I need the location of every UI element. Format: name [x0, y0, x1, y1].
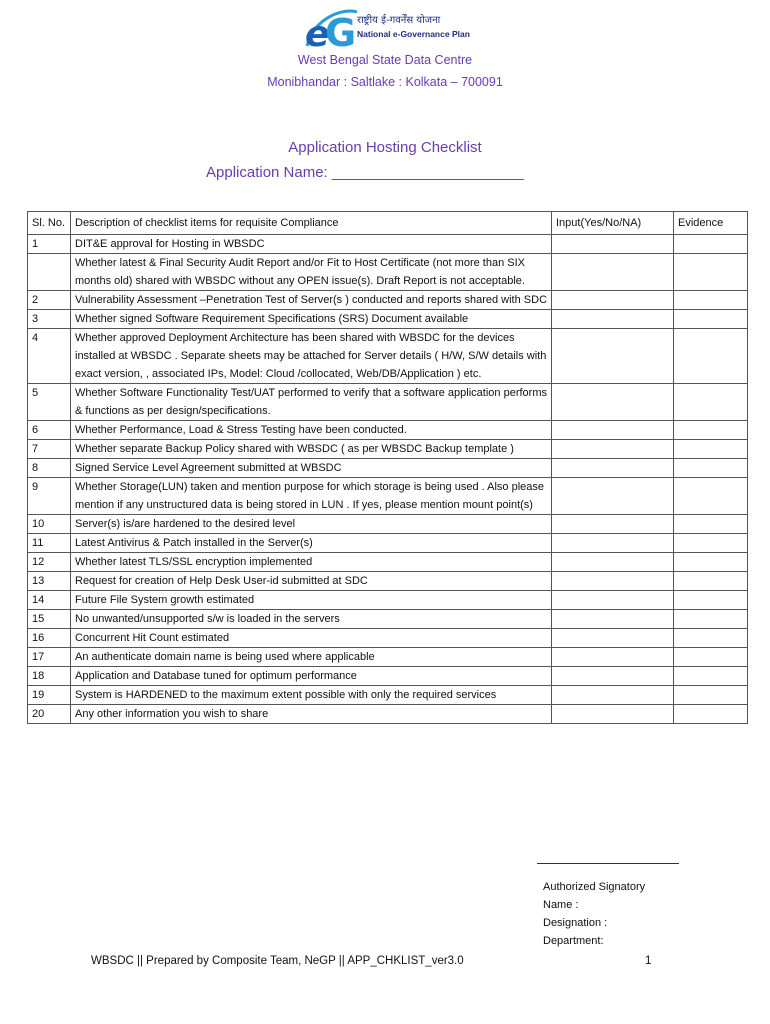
- row-input-cell[interactable]: [552, 384, 674, 421]
- table-row: [28, 629, 748, 648]
- row-input-cell[interactable]: [552, 648, 674, 667]
- table-row: [28, 291, 748, 310]
- row-sl-no: 17: [28, 648, 71, 667]
- header-sl-no: Sl. No.: [28, 212, 71, 235]
- signature-block: [543, 878, 645, 950]
- row-sl-no: 11: [28, 534, 71, 553]
- row-sl-no: 18: [28, 667, 71, 686]
- row-evidence-cell[interactable]: [674, 329, 748, 384]
- document-title: Application Hosting Checklist: [288, 139, 482, 156]
- row-evidence-cell[interactable]: [674, 254, 748, 291]
- table-row: [28, 534, 748, 553]
- table-row: [28, 235, 748, 254]
- row-evidence-cell[interactable]: [674, 686, 748, 705]
- row-evidence-cell[interactable]: [674, 572, 748, 591]
- row-sl-no: 14: [28, 591, 71, 610]
- table-row: [28, 254, 748, 291]
- row-description: Request for creation of Help Desk User-id submitted at SDC: [71, 572, 552, 591]
- row-input-cell[interactable]: [552, 629, 674, 648]
- row-description: Whether Storage(LUN) taken and mention purpose for which storage is being used . Also please mention if any unstructured data is being stored in LUN . If yes, please mention mount point(s): [71, 478, 552, 515]
- row-description: Concurrent Hit Count estimated: [71, 629, 552, 648]
- logo-hindi-text: राष्ट्रीय ई-गवर्नेंस योजना: [357, 15, 441, 26]
- row-evidence-cell[interactable]: [674, 705, 748, 724]
- row-input-cell[interactable]: [552, 515, 674, 534]
- row-sl-no: 13: [28, 572, 71, 591]
- row-sl-no: 16: [28, 629, 71, 648]
- row-sl-no: 2: [28, 291, 71, 310]
- table-row: [28, 667, 748, 686]
- row-sl-no: 19: [28, 686, 71, 705]
- svg-text:G: G: [325, 11, 357, 52]
- table-row: [28, 384, 748, 421]
- table-row: [28, 610, 748, 629]
- application-name-label: Application Name: _______________________: [206, 164, 524, 181]
- row-description: Whether Performance, Load & Stress Testing have been conducted.: [71, 421, 552, 440]
- row-sl-no: 9: [28, 478, 71, 515]
- row-evidence-cell[interactable]: [674, 310, 748, 329]
- row-description: Whether signed Software Requirement Specifications (SRS) Document available: [71, 310, 552, 329]
- header-input: Input(Yes/No/NA): [552, 212, 674, 235]
- signatory-department-label: Department:: [543, 935, 604, 947]
- table-row: [28, 459, 748, 478]
- row-input-cell[interactable]: [552, 310, 674, 329]
- signature-line: [537, 863, 679, 864]
- row-description: Latest Antivirus & Patch installed in the Server(s): [71, 534, 552, 553]
- row-description: Application and Database tuned for optimum performance: [71, 667, 552, 686]
- row-description: No unwanted/unsupported s/w is loaded in the servers: [71, 610, 552, 629]
- row-description: Vulnerability Assessment –Penetration Test of Server(s ) conducted and reports shared with SDC: [71, 291, 552, 310]
- row-input-cell[interactable]: [552, 686, 674, 705]
- row-input-cell[interactable]: [552, 610, 674, 629]
- row-sl-no: 15: [28, 610, 71, 629]
- row-input-cell[interactable]: [552, 478, 674, 515]
- row-evidence-cell[interactable]: [674, 440, 748, 459]
- row-evidence-cell[interactable]: [674, 421, 748, 440]
- row-evidence-cell[interactable]: [674, 629, 748, 648]
- header-evidence: Evidence: [674, 212, 748, 235]
- row-input-cell[interactable]: [552, 572, 674, 591]
- row-description: An authenticate domain name is being used where applicable: [71, 648, 552, 667]
- row-sl-no: [28, 254, 71, 291]
- row-description: Whether latest & Final Security Audit Report and/or Fit to Host Certificate (not more than SIX months old) shared with WBSDC without any OPEN issue(s). Draft Report is not acceptable.: [71, 254, 552, 291]
- row-evidence-cell[interactable]: [674, 553, 748, 572]
- row-evidence-cell[interactable]: [674, 534, 748, 553]
- row-description: DIT&E approval for Hosting in WBSDC: [71, 235, 552, 254]
- table-row: [28, 478, 748, 515]
- row-evidence-cell[interactable]: [674, 384, 748, 421]
- row-input-cell[interactable]: [552, 705, 674, 724]
- row-description: Whether approved Deployment Architecture has been shared with WBSDC for the devices installed at WBSDC . Separate sheets may be attached for Server details ( H/W, S/W details with exact version, , associated IPs, Model: Cloud /collocated, Web/DB/Application ) etc.: [71, 329, 552, 384]
- row-evidence-cell[interactable]: [674, 459, 748, 478]
- row-sl-no: 20: [28, 705, 71, 724]
- row-input-cell[interactable]: [552, 459, 674, 478]
- row-input-cell[interactable]: [552, 291, 674, 310]
- row-input-cell[interactable]: [552, 440, 674, 459]
- row-evidence-cell[interactable]: [674, 591, 748, 610]
- page-number: 1: [645, 955, 652, 967]
- table-row: [28, 329, 748, 384]
- row-evidence-cell[interactable]: [674, 291, 748, 310]
- row-sl-no: 3: [28, 310, 71, 329]
- table-row: [28, 515, 748, 534]
- row-evidence-cell[interactable]: [674, 478, 748, 515]
- centre-address: Monibhandar : Saltlake : Kolkata – 700091: [267, 75, 503, 89]
- row-input-cell[interactable]: [552, 534, 674, 553]
- row-description: Whether Software Functionality Test/UAT performed to verify that a software application performs & functions as per design/specifications.: [71, 384, 552, 421]
- table-row: [28, 686, 748, 705]
- row-evidence-cell[interactable]: [674, 515, 748, 534]
- table-row: [28, 705, 748, 724]
- row-description: Whether separate Backup Policy shared with WBSDC ( as per WBSDC Backup template ): [71, 440, 552, 459]
- row-sl-no: 7: [28, 440, 71, 459]
- svg-text:e: e: [305, 14, 330, 52]
- table-row: [28, 553, 748, 572]
- checklist-table: [27, 211, 748, 724]
- table-row: [28, 591, 748, 610]
- row-description: Signed Service Level Agreement submitted at WBSDC: [71, 459, 552, 478]
- row-description: System is HARDENED to the maximum extent possible with only the required services: [71, 686, 552, 705]
- row-description: Server(s) is/are hardened to the desired level: [71, 515, 552, 534]
- row-sl-no: 4: [28, 329, 71, 384]
- row-sl-no: 12: [28, 553, 71, 572]
- table-row: [28, 440, 748, 459]
- row-evidence-cell[interactable]: [674, 235, 748, 254]
- row-input-cell[interactable]: [552, 421, 674, 440]
- row-evidence-cell[interactable]: [674, 610, 748, 629]
- authorized-signatory-label: Authorized Signatory: [543, 881, 646, 893]
- signatory-name-label: Name :: [543, 899, 579, 911]
- row-sl-no: 8: [28, 459, 71, 478]
- table-row: [28, 648, 748, 667]
- row-description: Any other information you wish to share: [71, 705, 552, 724]
- centre-name: West Bengal State Data Centre: [297, 53, 473, 67]
- table-row: [28, 421, 748, 440]
- table-row: [28, 310, 748, 329]
- table-row: [28, 572, 748, 591]
- row-sl-no: 1: [28, 235, 71, 254]
- signatory-designation-label: Designation :: [543, 917, 608, 929]
- row-input-cell[interactable]: [552, 254, 674, 291]
- row-input-cell[interactable]: [552, 553, 674, 572]
- row-sl-no: 5: [28, 384, 71, 421]
- row-description: Future File System growth estimated: [71, 591, 552, 610]
- row-description: Whether latest TLS/SSL encryption implemented: [71, 553, 552, 572]
- row-sl-no: 6: [28, 421, 71, 440]
- row-input-cell[interactable]: [552, 329, 674, 384]
- row-input-cell[interactable]: [552, 235, 674, 254]
- row-evidence-cell[interactable]: [674, 648, 748, 667]
- row-evidence-cell[interactable]: [674, 667, 748, 686]
- header-description: Description of checklist items for requisite Compliance: [71, 212, 552, 235]
- row-sl-no: 10: [28, 515, 71, 534]
- checklist-rows: [28, 235, 748, 724]
- page-footer: WBSDC || Prepared by Composite Team, NeGP || APP_CHKLIST_ver3.0: [91, 955, 464, 967]
- row-input-cell[interactable]: [552, 667, 674, 686]
- logo-english-text: National e-Governance Plan: [357, 29, 470, 39]
- table-header-row: [28, 212, 748, 235]
- row-input-cell[interactable]: [552, 591, 674, 610]
